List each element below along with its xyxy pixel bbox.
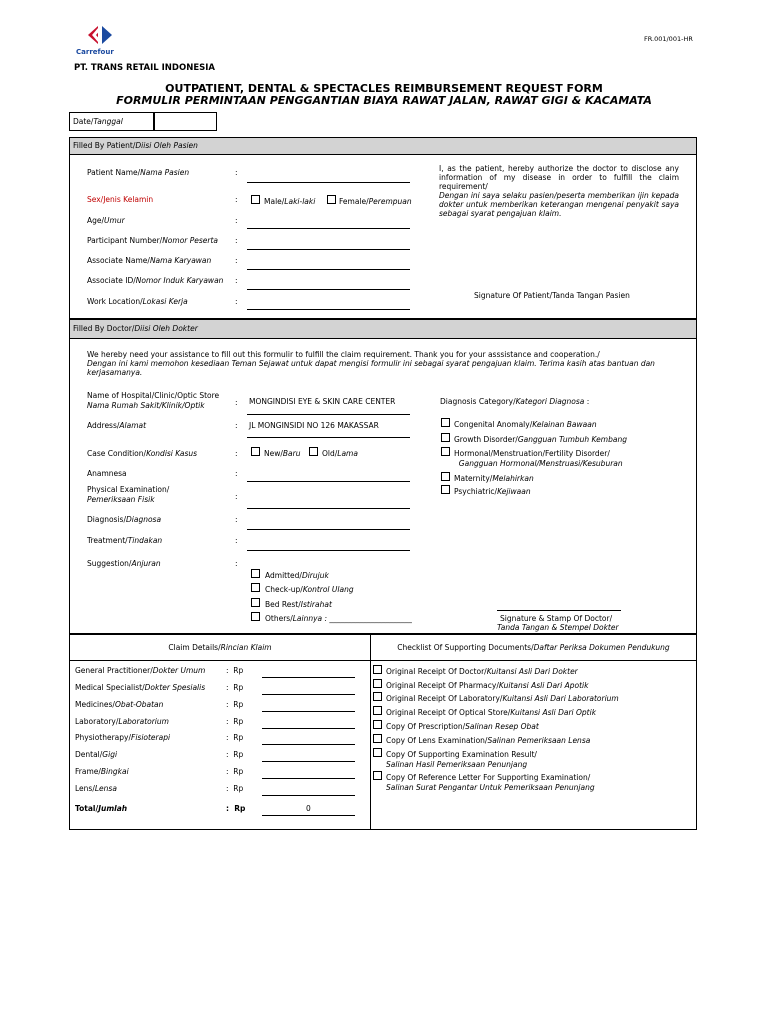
colon: : [235, 297, 238, 306]
checklist-item: Copy Of Supporting Examination Result/ Salinan Hasil Pemeriksaan Penunjang [386, 750, 537, 769]
male-checkbox[interactable] [251, 195, 260, 204]
date-label-cell [69, 112, 155, 131]
checklist-item: Copy Of Prescription/Salinan Resep Obat [386, 722, 539, 731]
doctor-receipt-checkbox[interactable] [373, 665, 382, 674]
claim-item-label: Physiotherapy/Fisioterapi [75, 733, 171, 742]
treatment-field[interactable] [247, 550, 410, 551]
checklist-item: Copy Of Lens Examination/Salinan Pemeriksaan Lensa [386, 736, 591, 745]
patient-name-label: Patient Name/Nama Pasien [87, 168, 190, 177]
currency-label: : Rp [226, 683, 244, 692]
new-case-checkbox[interactable] [251, 447, 260, 456]
hospital-field[interactable] [247, 414, 410, 415]
checklist-item: Copy Of Reference Letter For Supporting Examination/ Salinan Surat Pengantar Untuk Pemeriksaan Penunjang [386, 773, 595, 792]
suggestion-option: Check-up/Kontrol Ulang [265, 585, 354, 594]
diagnosis-category-option: Growth Disorder/Gangguan Tumbuh Kembang [454, 435, 627, 444]
currency-label: : Rp [226, 750, 244, 759]
anamnesa-label: Anamnesa [87, 469, 127, 478]
claim-item-label: Dental/Gigi [75, 750, 118, 759]
new-case-label: New/Baru [264, 449, 301, 458]
psychiatric-checkbox[interactable] [441, 485, 450, 494]
hospital-value[interactable]: MONGINDISI EYE & SKIN CARE CENTER [249, 397, 396, 406]
address-value[interactable]: JL MONGINSIDI NO 126 MAKASSAR [249, 421, 379, 430]
currency-label: : Rp [226, 666, 244, 675]
age-field[interactable] [247, 228, 410, 229]
claim-item-label: General Practitioner/Dokter Umum [75, 666, 206, 675]
claim-header-divider [70, 660, 696, 661]
congenital-checkbox[interactable] [441, 418, 450, 427]
colon: : [235, 276, 238, 285]
old-case-label: Old/Lama [322, 449, 358, 458]
hospital-label: Name of Hospital/Clinic/Optic Store Nama Rumah Sakit/Klinik/Optik [87, 391, 220, 410]
physical-exam-field[interactable] [247, 508, 410, 509]
anamnesa-field[interactable] [247, 481, 410, 482]
others-checkbox[interactable] [251, 612, 260, 621]
female-label: Female/Perempuan [339, 197, 412, 206]
admitted-checkbox[interactable] [251, 569, 260, 578]
treatment-label: Treatment/Tindakan [87, 536, 163, 545]
company-name: PT. TRANS RETAIL INDONESIA [74, 63, 215, 73]
suggestion-label: Suggestion/Anjuran [87, 559, 161, 568]
currency-label: : Rp [226, 784, 244, 793]
colon: : [235, 536, 238, 545]
claim-amount-field[interactable] [262, 778, 355, 779]
claim-item-label: Medicines/Obat-Obatan [75, 700, 164, 709]
work-location-label: Work Location/Lokasi Kerja [87, 297, 188, 306]
total-value: 0 [306, 804, 311, 813]
associate-id-label: Associate ID/Nomor Induk Karyawan [87, 276, 224, 285]
checkup-checkbox[interactable] [251, 583, 260, 592]
patient-signature-label: Signature Of Patient/Tanda Tangan Pasien [474, 291, 630, 300]
bed-rest-checkbox[interactable] [251, 598, 260, 607]
claim-item-label: Lens/Lensa [75, 784, 117, 793]
optical-receipt-checkbox[interactable] [373, 706, 382, 715]
claim-details-header: Claim Details/Rincian Klaim [168, 643, 272, 652]
authorization-statement: I, as the patient, hereby authorize the doctor to disclose any information of my disease in order to fulfill the claim requirement/ Dengan ini saya selaku pasien/peserta memberikan ijin kepada dokter untuk memberikan keterangan mengenai penyakit saya sebagai syarat pengajuan klaim. [439, 164, 679, 218]
hormonal-checkbox[interactable] [441, 447, 450, 456]
claim-amount-field[interactable] [262, 711, 355, 712]
diagnosis-category-option: Hormonal/Menstruation/Fertility Disorder/ Gangguan Hormonal/Menstruasi/Kesuburan [454, 449, 623, 468]
checklist-item: Original Receipt Of Laboratory/Kuitansi Asli Dari Laboratorium [386, 694, 619, 703]
suggestion-option: Admitted/Dirujuk [265, 571, 329, 580]
associate-name-field[interactable] [247, 269, 410, 270]
doctor-signature-label-id: Tanda Tangan & Stempel Dokter [497, 623, 619, 632]
form-number: FR.001/001-HR [644, 35, 693, 43]
associate-name-label: Associate Name/Nama Karyawan [87, 256, 212, 265]
diagnosis-category-option: Psychiatric/Kejiwaan [454, 487, 531, 496]
colon: : [235, 236, 238, 245]
claim-item-label: Laboratory/Laboratorium [75, 717, 169, 726]
female-checkbox[interactable] [327, 195, 336, 204]
colon: : [235, 492, 238, 501]
doctor-signature-line[interactable] [497, 610, 621, 611]
claim-amount-field[interactable] [262, 677, 355, 678]
male-label: Male/Laki-laki [264, 197, 316, 206]
associate-id-field[interactable] [247, 289, 410, 290]
claim-divider [370, 634, 371, 830]
form-title-id: FORMULIR PERMINTAAN PENGGANTIAN BIAYA RAWAT JALAN, RAWAT GIGI & KACAMATA [116, 94, 652, 107]
form-title-en: OUTPATIENT, DENTAL & SPECTACLES REIMBURSEMENT REQUEST FORM [165, 82, 603, 95]
participant-number-field[interactable] [247, 249, 410, 250]
work-location-field[interactable] [247, 309, 410, 310]
claim-amount-field[interactable] [262, 728, 355, 729]
diagnosis-field[interactable] [247, 529, 410, 530]
doctor-signature-label: Signature & Stamp Of Doctor/ [500, 614, 613, 623]
reference-letter-checkbox[interactable] [373, 771, 382, 780]
old-case-checkbox[interactable] [309, 447, 318, 456]
claim-amount-field[interactable] [262, 795, 355, 796]
checklist-item: Original Receipt Of Doctor/Kuitansi Asli Dari Dokter [386, 667, 578, 676]
diagnosis-category-option: Maternity/Melahirkan [454, 474, 534, 483]
age-label: Age/Umur [87, 216, 125, 225]
supporting-exam-checkbox[interactable] [373, 748, 382, 757]
checklist-header: Checklist Of Supporting Documents/Daftar Periksa Dokumen Pendukung [397, 643, 670, 652]
date-input[interactable] [153, 112, 217, 131]
total-field [262, 815, 355, 816]
claim-section [69, 634, 697, 830]
checklist-item: Original Receipt Of Optical Store/Kuitansi Asli Dari Optik [386, 708, 597, 717]
checklist-item: Original Receipt Of Pharmacy/Kuitansi Asli Dari Apotik [386, 681, 589, 690]
currency-label: : Rp [226, 733, 244, 742]
address-label: Address/Alamat [87, 421, 147, 430]
address-field[interactable] [247, 437, 410, 438]
colon: : [235, 515, 238, 524]
doctor-section-header: Filled By Doctor/Diisi Oleh Dokter [70, 320, 696, 339]
currency-label: : Rp [226, 717, 244, 726]
diagnosis-category-label: Diagnosis Category/Kategori Diagnosa : [440, 397, 590, 406]
colon: : [235, 168, 238, 177]
sex-label: Sex/Jenis Kelamin [87, 195, 154, 204]
total-label: Total/Jumlah [75, 804, 128, 813]
laboratory-receipt-checkbox[interactable] [373, 692, 382, 701]
patient-section-header: Filled By Patient/Diisi Oleh Pasien [70, 138, 696, 155]
maternity-checkbox[interactable] [441, 472, 450, 481]
suggestion-option: Bed Rest/Istirahat [265, 600, 332, 609]
colon: : [235, 216, 238, 225]
colon: : [235, 449, 238, 458]
colon: : [235, 195, 238, 204]
claim-item-label: Frame/Bingkai [75, 767, 129, 776]
currency-label: : Rp [226, 804, 246, 813]
colon: : [235, 469, 238, 478]
brand-name: Carrefour [76, 48, 114, 56]
prescription-checkbox[interactable] [373, 720, 382, 729]
claim-amount-field[interactable] [262, 694, 355, 695]
diagnosis-label: Diagnosis/Diagnosa [87, 515, 162, 524]
physical-exam-label: Physical Examination/ Pemeriksaan Fisik [87, 485, 170, 504]
patient-name-field[interactable] [247, 182, 410, 183]
colon: : [235, 398, 238, 407]
pharmacy-receipt-checkbox[interactable] [373, 679, 382, 688]
doctor-intro: We hereby need your assistance to fill out this formulir to fulfill the claim requirement. Thank you for your asssistance and cooperation./ Dengan ini kami memohon kesediaan Teman Sejawat untuk dapat mengisi formulir ini sebagai syarat pengajuan klaim. Terima kasih atas bantuan dan kerjasamanya. [87, 350, 655, 377]
case-condition-label: Case Condition/Kondisi Kasus [87, 449, 198, 458]
growth-disorder-checkbox[interactable] [441, 433, 450, 442]
participant-number-label: Participant Number/Nomor Peserta [87, 236, 219, 245]
currency-label: : Rp [226, 700, 244, 709]
currency-label: : Rp [226, 767, 244, 776]
colon: : [235, 421, 238, 430]
date-label: Date/Tanggal [73, 117, 123, 126]
colon: : [235, 256, 238, 265]
claim-amount-field[interactable] [262, 761, 355, 762]
colon: : [235, 559, 238, 568]
claim-amount-field[interactable] [262, 744, 355, 745]
diagnosis-category-option: Congenital Anomaly/Kelainan Bawaan [454, 420, 597, 429]
claim-item-label: Medical Specialist/Dokter Spesialis [75, 683, 206, 692]
suggestion-option: Others/Lainnya : ______________________ [265, 614, 412, 623]
lens-exam-checkbox[interactable] [373, 734, 382, 743]
